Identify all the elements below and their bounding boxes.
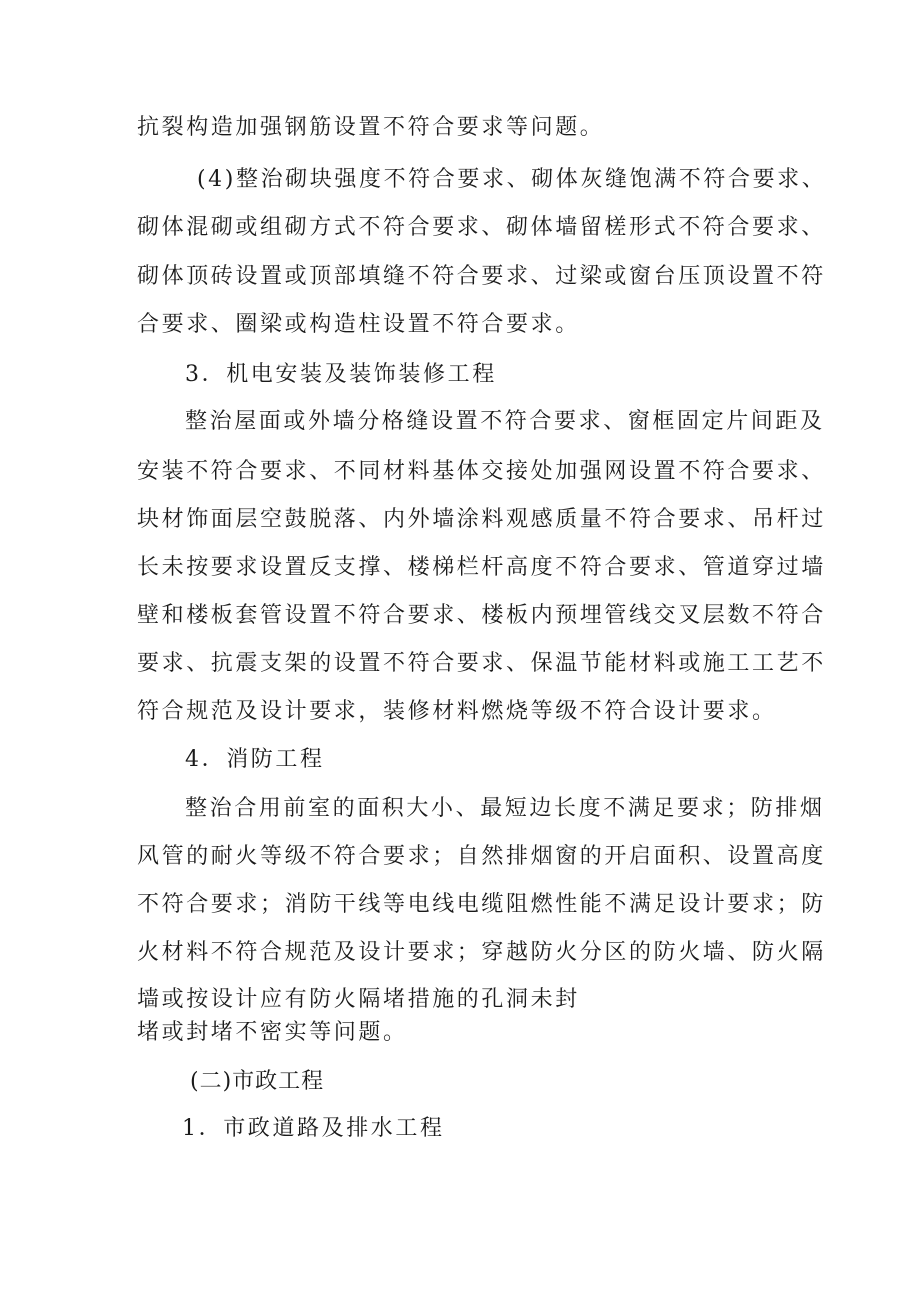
- paragraph-line: 块材饰面层空鼓脱落、内外墙涂料观感质量不符合要求、吊杆过: [137, 507, 826, 532]
- paragraph-line: 抗裂构造加强钢筋设置不符合要求等问题。: [137, 115, 605, 140]
- section-heading: 4．消防工程: [185, 747, 325, 772]
- paragraph-line: 整治合用前室的面积大小、最短边长度不满足要求；防排烟: [185, 796, 825, 821]
- paragraph-line: 不符合要求；消防干线等电线电缆阻燃性能不满足设计要求；防: [137, 892, 826, 917]
- paragraph-line: 要求、抗震支架的设置不符合要求、保温节能材料或施工工艺不: [137, 651, 826, 676]
- paragraph-line: 砌体顶砖设置或顶部填缝不符合要求、过梁或窗台压顶设置不符: [137, 264, 826, 289]
- paragraph-line: 长未按要求设置反支撑、楼梯栏杆高度不符合要求、管道穿过墙: [137, 555, 826, 580]
- section-heading: (二)市政工程: [190, 1069, 325, 1094]
- paragraph-line: 风管的耐火等级不符合要求；自然排烟窗的开启面积、设置高度: [137, 844, 826, 869]
- paragraph-line: 合要求、圈梁或构造柱设置不符合要求。: [137, 312, 580, 337]
- paragraph-line: 堵或封堵不密实等问题。: [137, 1020, 408, 1045]
- section-heading: 3．机电安装及装饰装修工程: [185, 362, 497, 387]
- paragraph-line: 壁和楼板套管设置不符合要求、楼板内预埋管线交叉层数不符合: [137, 603, 826, 628]
- section-heading: 1．市政道路及排水工程: [182, 1116, 445, 1141]
- paragraph-line: 安装不符合要求、不同材料基体交接处加强网设置不符合要求、: [137, 459, 826, 484]
- paragraph-line: 火材料不符合规范及设计要求；穿越防火分区的防火墙、防火隔: [137, 940, 826, 965]
- paragraph-line: 墙或按设计应有防火隔堵措施的孔洞未封: [137, 987, 580, 1012]
- paragraph-line: 符合规范及设计要求，装修材料燃烧等级不符合设计要求。: [137, 699, 777, 724]
- paragraph-line: 砌体混砌或组砌方式不符合要求、砌体墙留槎形式不符合要求、: [137, 215, 826, 240]
- paragraph-line: (4)整治砌块强度不符合要求、砌体灰缝饱满不符合要求、: [197, 167, 827, 192]
- paragraph-line: 整治屋面或外墙分格缝设置不符合要求、窗框固定片间距及: [185, 409, 825, 434]
